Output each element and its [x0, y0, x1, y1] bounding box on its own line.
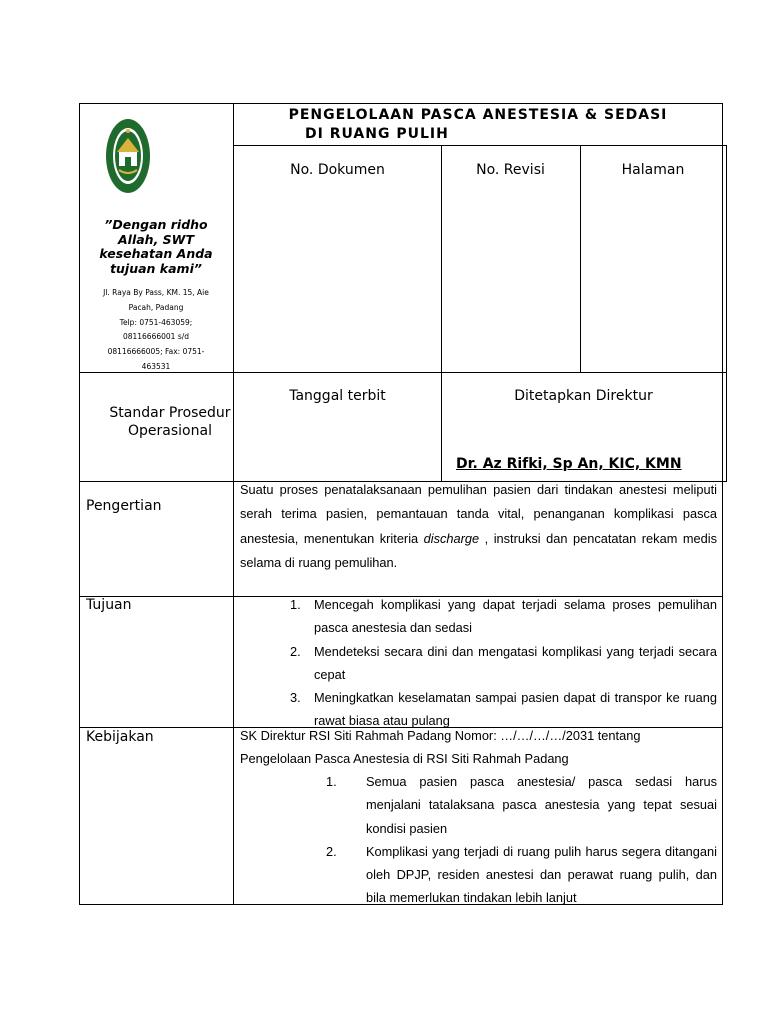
list-number: 1. [326, 774, 337, 789]
title-divider [233, 145, 727, 146]
pengertian-text-part: Suatu proses penatalaksanaan pemulihan pasien dari tindakan anestesi meliputi serah terima pasien, pemantauan tanda vital, penanganan komplikasi pasca anestesia, menentukan kriteria [240, 482, 717, 546]
address-line: Telp: 0751-463059; [119, 317, 193, 327]
list-text: Komplikasi yang terjadi di ruang pulih harus segera ditangani oleh DPJP, residen anestesi dan perawat ruang pulih, dan bila memerlukan tindakan lebih lanjut [366, 843, 717, 906]
section-label-tujuan: Tujuan [86, 597, 132, 613]
address-line: Pacah, Padang [128, 302, 184, 312]
hospital-address [86, 286, 226, 375]
table-bottom-mask [234, 905, 723, 1024]
header-right-edge [726, 145, 727, 482]
document-title-line-1: PENGELOLAAN PASCA ANESTESIA & SEDASI [288, 107, 668, 123]
pengertian-text-part: , instruksi dan pencatatan rekam medis selama di ruang pemulihan. [240, 530, 717, 570]
approved-by-label: Ditetapkan Direktur [514, 388, 653, 404]
address-line: Jl. Raya By Pass, KM. 15, Aie [103, 288, 209, 297]
kebijakan-intro: SK Direktur RSI Siti Rahmah Padang Nomor: …/…/…/…/2031 tentang Pengelolaan Pasca Anestesia di RSI Siti Rahmah Padang [240, 728, 641, 767]
address-line: 08116666005; Fax: 0751- [107, 347, 205, 357]
list-item [326, 840, 717, 910]
list-text: Semua pasien pasca anestesia/ pasca sedasi harus menjalani tatalaksana pasca anestesia yang tepat sesuai kondisi pasien [366, 774, 717, 836]
pengertian-text-italic: discharge [423, 530, 480, 546]
hospital-motto: ”Dengan ridho Allah, SWT kesehatan Anda tujuan kami” [99, 217, 213, 276]
page-header: Halaman [621, 162, 685, 178]
address-line: 463531 [141, 361, 171, 371]
hospital-logo [105, 118, 151, 194]
revision-page-divider [580, 145, 581, 372]
hospital-emblem-icon [105, 118, 151, 194]
doc-revision-divider [441, 145, 442, 482]
pengertian-text [240, 478, 717, 575]
list-item [326, 770, 717, 840]
list-number: 2. [290, 643, 301, 659]
list-number: 3. [290, 690, 301, 706]
kebijakan-list [326, 770, 717, 910]
list-text: Meningkatkan keselamatan sampai pasien dapat di transpor ke ruang rawat biasa atau pulang [314, 690, 717, 729]
issue-date-label: Tanggal terbit [289, 388, 386, 404]
list-text: Mendeteksi secara dini dan mengatasi komplikasi yang terjadi secara cepat [314, 643, 717, 682]
section-label-pengertian: Pengertian [86, 498, 162, 514]
list-item [290, 640, 717, 687]
document-title-line-2: DI RUANG PULIH [305, 126, 449, 142]
section-label-kebijakan: Kebijakan [86, 729, 154, 745]
left-column-divider [233, 103, 234, 905]
list-item [290, 593, 717, 640]
address-line: 08116666001 s/d [122, 332, 190, 342]
doc-number-header: No. Dokumen [290, 162, 385, 178]
director-name: Dr. Az Rifki, Sp An, KIC, KMN [456, 456, 682, 472]
revision-number-header: No. Revisi [476, 162, 545, 178]
tujuan-list [290, 593, 717, 733]
list-number: 1. [290, 597, 301, 612]
list-text: Mencegah komplikasi yang dapat terjadi selama proses pemulihan pasca anestesia dan sedasi [314, 597, 717, 636]
list-number: 2. [326, 843, 337, 859]
sop-label: Standar Prosedur Operasional [109, 405, 231, 439]
